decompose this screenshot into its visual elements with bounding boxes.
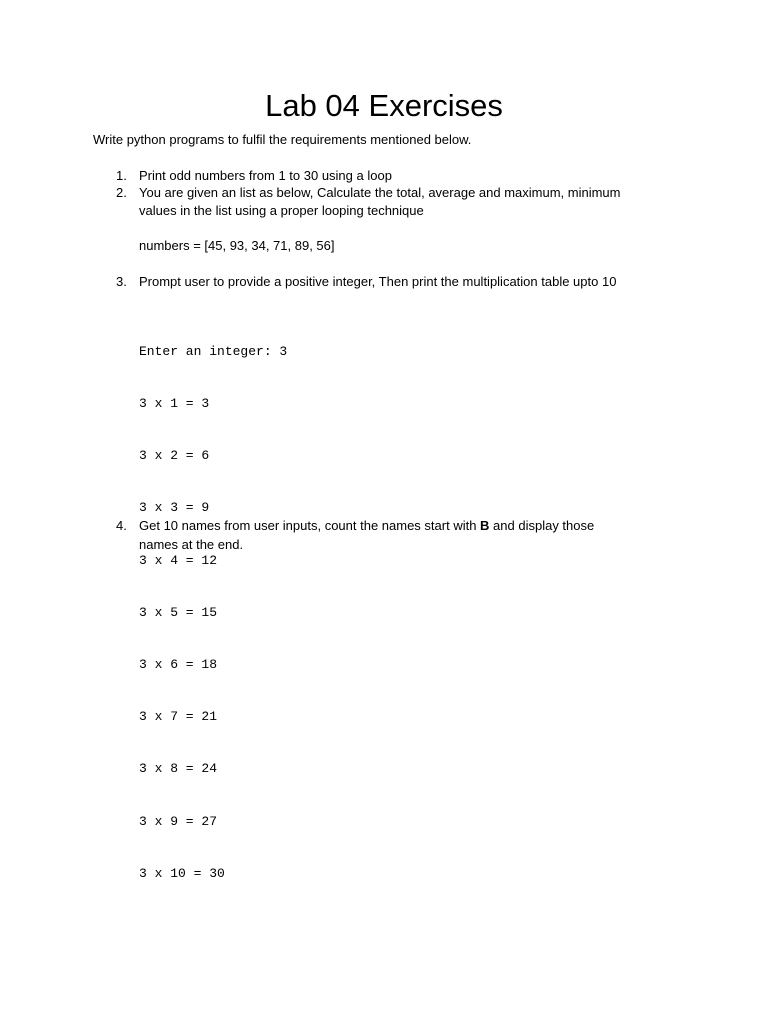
list-item-text: names at the end. — [139, 537, 244, 552]
list-item-number: 3. — [116, 274, 127, 289]
code-line: 3 x 1 = 3 — [139, 396, 210, 412]
code-line: 3 x 9 = 27 — [139, 813, 218, 829]
code-line: 3 x 5 = 15 — [139, 604, 218, 620]
code-line: 3 x 8 = 24 — [139, 761, 218, 777]
list-item-text-part: and display those — [489, 518, 595, 533]
code-line: 3 x 2 = 6 — [139, 448, 210, 464]
code-line: 3 x 10 = 30 — [139, 865, 225, 881]
code-line: Enter an integer: 3 — [139, 343, 288, 359]
code-line: 3 x 4 = 12 — [139, 552, 218, 568]
list-item-text — [139, 517, 679, 535]
list-item-text: Print odd numbers from 1 to 30 using a loop — [139, 168, 392, 183]
list-item-text-part: Get 10 names from user inputs, count the names start with — [139, 518, 481, 533]
list-item-text: Prompt user to provide a positive integer, Then print the multiplication table upto 10 — [139, 274, 617, 289]
code-line: 3 x 7 = 21 — [139, 709, 218, 725]
list-item-text: values in the list using a proper looping technique — [139, 203, 424, 218]
page-title: Lab 04 Exercises — [265, 88, 503, 123]
code-line: 3 x 6 = 18 — [139, 657, 218, 673]
sample-output-code-block — [139, 308, 287, 917]
list-item-text: You are given an list as below, Calculate the total, average and maximum, minimum — [139, 185, 621, 200]
list-item-number: 2. — [116, 185, 127, 200]
list-item-number: 1. — [116, 168, 127, 183]
bold-letter: B — [480, 518, 490, 533]
list-item-number: 4. — [116, 518, 127, 533]
numbers-list-literal: numbers = [45, 93, 34, 71, 89, 56] — [139, 238, 335, 253]
code-line: 3 x 3 = 9 — [139, 500, 210, 516]
intro-text: Write python programs to fulfil the requirements mentioned below. — [93, 132, 472, 147]
